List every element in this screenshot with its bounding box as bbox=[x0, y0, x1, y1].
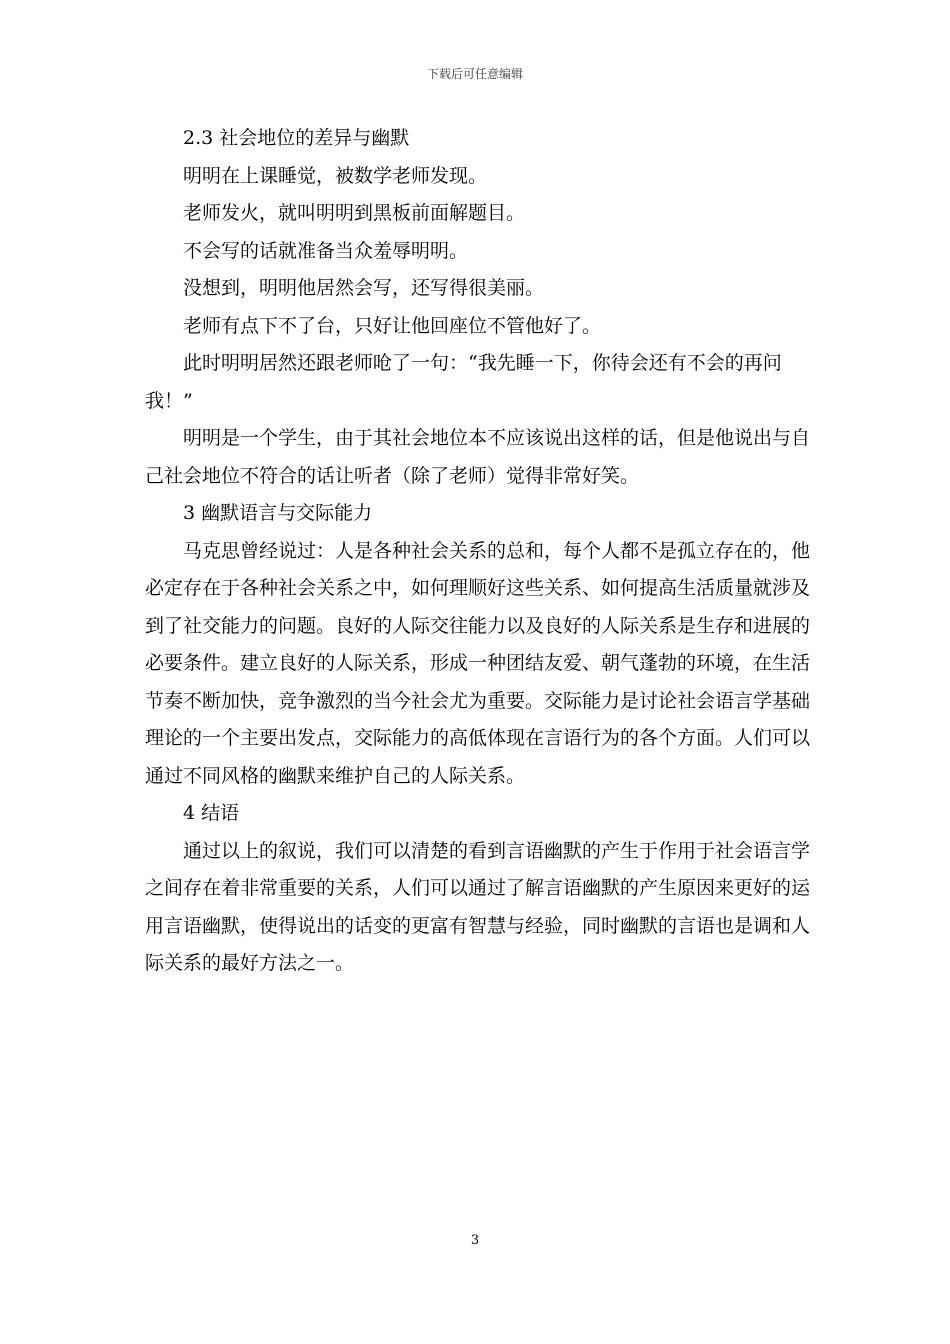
paragraph: 没想到，明明他居然会写，还写得很美丽。 bbox=[183, 277, 545, 299]
section-heading: 3 幽默语言与交际能力 bbox=[183, 502, 373, 524]
document-body bbox=[145, 120, 810, 983]
paragraph: 老师发火，就叫明明到黑板前面解题目。 bbox=[183, 202, 526, 224]
paragraph: 明明在上课睡觉，被数学老师发现。 bbox=[183, 164, 488, 187]
section-heading: 4 结语 bbox=[183, 802, 240, 824]
paragraph: 不会写的话就准备当众羞辱明明。 bbox=[183, 239, 469, 262]
page-header: 下载后可任意编辑 bbox=[426, 67, 523, 81]
paragraph: 明明是一个学生，由于其社会地位本不应该说出这样的话，但是他说出与自己社会地位不符合的话让听者（除了老师）觉得非常好笑。 bbox=[145, 427, 811, 487]
paragraph: 马克思曾经说过：人是各种社会关系的总和，每个人都不是孤立存在的，他必定存在于各种社会关系之中，如何理顺好这些关系、如何提高生活质量就涉及到了社交能力的问题。良好的人际交往能力以及良好的人际关系是生存和进展的必要条件。建立良好的人际关系，形成一种团结友爱、朝气蓬勃的环境，在生活节奏不断加快，竞争激烈的当今社会尤为重要。交际能力是讨论社会语言学基础理论的一个主要出发点，交际能力的高低体现在言语行为的各个方面。人们可以通过不同风格的幽默来维护自己的人际关系。 bbox=[145, 539, 811, 787]
section-heading: 2.3 社会地位的差异与幽默 bbox=[183, 127, 410, 149]
paragraph: 此时明明居然还跟老师呛了一句：“我先睡一下，你待会还有不会的再问我！” bbox=[145, 352, 782, 412]
paragraph: 通过以上的叙说，我们可以清楚的看到言语幽默的产生于作用于社会语言学之间存在着非常重要的关系，人们可以通过了解言语幽默的产生原因来更好的运用言语幽默，使得说出的话变的更富有智慧与经验，同时幽默的言语也是调和人际关系的最好方法之一。 bbox=[145, 839, 811, 974]
paragraph: 老师有点下不了台，只好让他回座位不管他好了。 bbox=[183, 314, 602, 337]
page-number: 3 bbox=[470, 1233, 480, 1248]
